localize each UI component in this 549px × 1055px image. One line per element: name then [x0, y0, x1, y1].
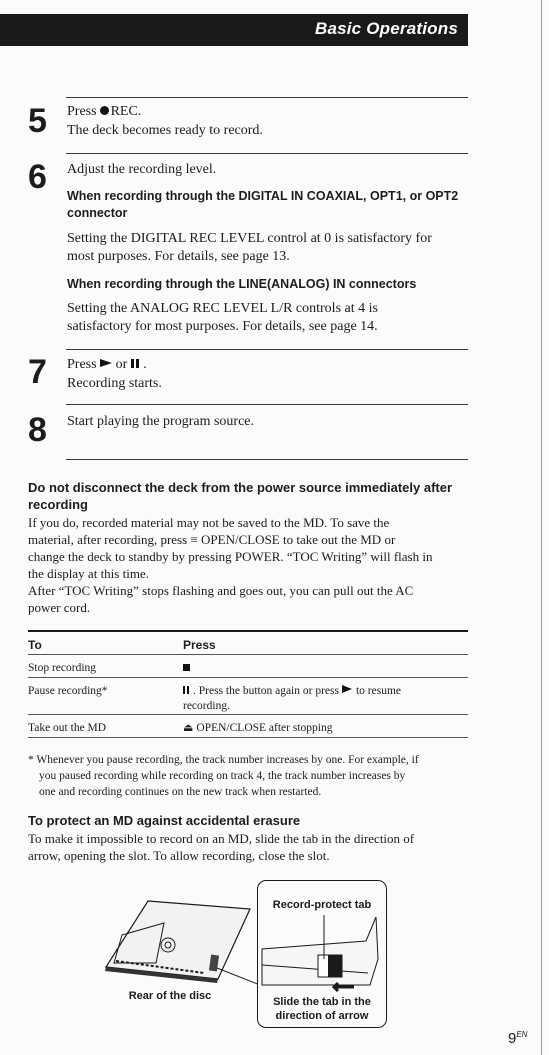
divider	[66, 153, 468, 154]
table-header-press: Press	[183, 638, 216, 652]
digital-subhead-2: connector	[67, 206, 128, 220]
step-7-line-2: Recording starts.	[67, 376, 162, 391]
warning-heading-1: Do not disconnect the deck from the power source immediately after	[28, 480, 453, 495]
table-cell-press: . Press the button again or press to resume	[183, 684, 468, 699]
step-7-press-label: Press	[67, 357, 97, 372]
page-number	[508, 1030, 527, 1047]
record-protect-tab-diagram	[258, 915, 384, 995]
step-7-or-label: or	[115, 357, 128, 372]
divider	[66, 459, 468, 460]
table-rule	[28, 677, 468, 678]
record-protect-tab-label: Record-protect tab	[272, 899, 372, 911]
warning-line: After “TOC Writing” stops flashing and goes out, you can pull out the AC	[28, 583, 414, 598]
digital-subhead-1: When recording through the DIGITAL IN COAXIAL, OPT1, or OPT2	[67, 189, 459, 203]
protect-heading: To protect an MD against accidental erasure	[28, 813, 301, 828]
play-icon	[100, 359, 112, 367]
step-6-line-1: Adjust the recording level.	[67, 162, 217, 177]
table-cell-press	[183, 661, 468, 676]
step-number: 8	[28, 411, 47, 449]
rec-icon	[100, 106, 109, 115]
footnote-line: one and recording continues on the new track when restarted.	[39, 786, 322, 798]
digital-text-2: most purposes. For details, see page 13.	[67, 249, 290, 264]
page-edge-rule	[541, 0, 542, 1055]
table-cell-to: Stop recording	[28, 662, 97, 674]
analog-subhead: When recording through the LINE(ANALOG) IN connectors	[67, 277, 417, 291]
warning-line: power cord.	[28, 600, 91, 615]
table-bottom-rule	[28, 737, 468, 738]
footnote-line: you paused recording while recording on track 4, the track number increases by	[39, 770, 406, 782]
play-icon	[342, 685, 352, 693]
protect-line: To make it impossible to record on an MD, slide the tab in the direction of	[28, 831, 415, 846]
table-top-rule	[28, 630, 468, 632]
pause-instruction-suffix: to resume	[355, 685, 401, 697]
section-title: Basic Operations	[314, 19, 458, 38]
step-7-line-1: Press or .	[67, 357, 147, 372]
divider	[66, 404, 468, 405]
md-disc-illustration	[100, 895, 260, 985]
warning-line: change the deck to standby by pressing POWER. “TOC Writing” will flash in	[28, 549, 433, 564]
page-number-suffix: EN	[516, 1030, 528, 1039]
step-5-line-2: The deck becomes ready to record.	[67, 123, 263, 138]
table-cell-to: Take out the MD	[28, 722, 107, 734]
slide-instruction-line-2: direction of arrow	[275, 1010, 369, 1022]
digital-text-1: Setting the DIGITAL REC LEVEL control at 0 is satisfactory for	[67, 231, 432, 246]
section-header-band	[0, 14, 468, 46]
step-number: 7	[28, 353, 47, 391]
rear-of-disc-label: Rear of the disc	[128, 990, 212, 1002]
step-5-rec-label: REC.	[110, 104, 142, 119]
eject-icon: ⏏	[183, 722, 194, 734]
divider	[66, 97, 468, 98]
pause-icon	[183, 684, 191, 699]
protect-line: arrow, opening the slot. To allow recording, close the slot.	[28, 848, 330, 863]
pause-instruction: Press the button again or press	[198, 685, 339, 697]
page-number-value: 9	[508, 1030, 517, 1047]
table-cell-to: Pause recording*	[28, 685, 108, 697]
pause-icon	[131, 355, 141, 374]
footnote-line: * Whenever you pause recording, the track number increases by one. For example, if	[28, 754, 419, 766]
table-cell-press	[183, 721, 468, 736]
warning-line: material, after recording, press ≡ OPEN/CLOSE to take out the MD or	[28, 532, 396, 547]
analog-text-2: satisfactory for most purposes. For details, see page 14.	[67, 319, 378, 334]
step-5-line-1	[67, 102, 467, 121]
warning-heading-2: recording	[28, 497, 88, 512]
step-5-press-label: Press	[67, 104, 97, 119]
warning-line: the display at this time.	[28, 566, 149, 581]
step-number: 5	[28, 102, 47, 140]
divider	[66, 349, 468, 350]
eject-instruction: OPEN/CLOSE after stopping	[196, 722, 333, 734]
warning-line: If you do, recorded material may not be saved to the MD. To save the	[28, 515, 390, 530]
analog-text-1: Setting the ANALOG REC LEVEL L/R controls at 4 is	[67, 301, 378, 316]
table-header-to: To	[28, 638, 42, 652]
table-rule	[28, 654, 468, 655]
table-cell-press-cont: recording.	[183, 700, 230, 712]
step-number: 6	[28, 158, 47, 196]
stop-icon	[183, 664, 190, 671]
step-8-line-1: Start playing the program source.	[67, 414, 255, 429]
table-rule	[28, 714, 468, 715]
slide-instruction-line-1: Slide the tab in the	[273, 996, 371, 1008]
